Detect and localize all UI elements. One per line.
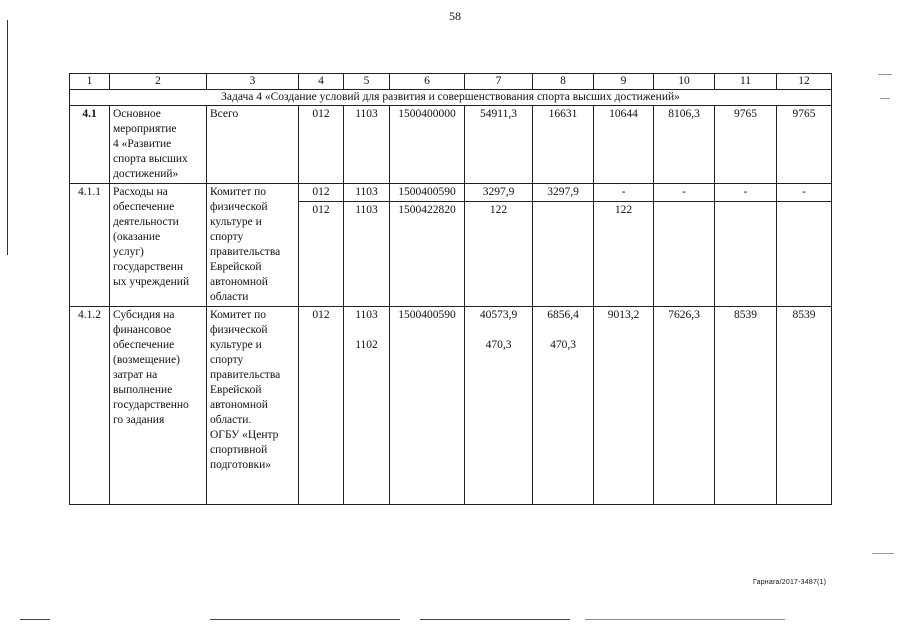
row-executor: Комитет по физической культуре и спорту правительства Еврейской автономной области. ОГБУ «Центр спортивной подготовки» bbox=[207, 307, 299, 505]
year3-cell bbox=[654, 202, 715, 307]
year1-cell: 6856,4 470,3 bbox=[533, 307, 594, 505]
grbs-cell: 012 bbox=[299, 307, 344, 505]
column-header: 6 bbox=[390, 74, 465, 90]
total-cell: 54911,3 bbox=[465, 106, 533, 184]
scan-speck bbox=[878, 74, 892, 75]
year5-cell: 8539 bbox=[777, 307, 832, 505]
column-header: 12 bbox=[777, 74, 832, 90]
row-code: 4.1.2 bbox=[70, 307, 110, 505]
column-header: 1 bbox=[70, 74, 110, 90]
table-row bbox=[70, 106, 832, 184]
column-header: 3 bbox=[207, 74, 299, 90]
csr-cell: 1500400000 bbox=[390, 106, 465, 184]
total-cell: 3297,9 bbox=[465, 184, 533, 202]
row-name: Субсидия на финансовое обеспечение (возмещение) затрат на выполнение государственно го задания bbox=[110, 307, 207, 505]
column-header: 10 bbox=[654, 74, 715, 90]
csr-cell: 1500400590 bbox=[390, 307, 465, 505]
year2-cell: 122 bbox=[594, 202, 654, 307]
year5-cell: - bbox=[777, 184, 832, 202]
task-title: Задача 4 «Создание условий для развития и совершенствования спорта высших достижений» bbox=[70, 90, 832, 106]
year4-cell: 9765 bbox=[715, 106, 777, 184]
row-name: Расходы на обеспечение деятельности (оказание услуг) государственн ых учреждений bbox=[110, 184, 207, 307]
table-row bbox=[70, 184, 832, 202]
scan-footer-rule bbox=[585, 619, 785, 620]
row-code: 4.1.1 bbox=[70, 184, 110, 307]
rzpr-cell: 1103 bbox=[344, 184, 390, 202]
column-header: 2 bbox=[110, 74, 207, 90]
row-executor: Всего bbox=[207, 106, 299, 184]
year5-cell bbox=[777, 202, 832, 307]
row-name: Основное мероприятие 4 «Развитие спорта высших достижений» bbox=[110, 106, 207, 184]
rzpr-cell: 1103 1102 bbox=[344, 307, 390, 505]
year1-cell: 16631 bbox=[533, 106, 594, 184]
scan-speck bbox=[880, 98, 890, 99]
column-header: 7 bbox=[465, 74, 533, 90]
year2-cell: - bbox=[594, 184, 654, 202]
row-executor: Комитет по физической культуре и спорту правительства Еврейской автономной области bbox=[207, 184, 299, 307]
year1-cell: 3297,9 bbox=[533, 184, 594, 202]
csr-cell: 1500400590 bbox=[390, 184, 465, 202]
column-header: 5 bbox=[344, 74, 390, 90]
year3-cell: - bbox=[654, 184, 715, 202]
grbs-cell: 012 bbox=[299, 202, 344, 307]
year2-cell: 10644 bbox=[594, 106, 654, 184]
program-table bbox=[69, 73, 832, 505]
year4-cell bbox=[715, 202, 777, 307]
total-cell: 122 bbox=[465, 202, 533, 307]
row-code: 4.1 bbox=[70, 106, 110, 184]
scan-footer-rule bbox=[20, 619, 50, 620]
document-id: Гарнага/2017-3487(1) bbox=[753, 579, 827, 586]
rzpr-cell: 1103 bbox=[344, 106, 390, 184]
page-number: 58 bbox=[449, 9, 461, 23]
table-row bbox=[70, 307, 832, 505]
scan-speck bbox=[872, 553, 894, 554]
grbs-cell: 012 bbox=[299, 184, 344, 202]
column-header-row bbox=[70, 74, 832, 90]
column-header: 8 bbox=[533, 74, 594, 90]
column-header: 9 bbox=[594, 74, 654, 90]
year2-cell: 9013,2 bbox=[594, 307, 654, 505]
year1-cell bbox=[533, 202, 594, 307]
page-edge-rule bbox=[7, 20, 8, 255]
year3-cell: 7626,3 bbox=[654, 307, 715, 505]
year5-cell: 9765 bbox=[777, 106, 832, 184]
year3-cell: 8106,3 bbox=[654, 106, 715, 184]
total-cell: 40573,9 470,3 bbox=[465, 307, 533, 505]
scan-footer-rule bbox=[210, 619, 400, 620]
year4-cell: - bbox=[715, 184, 777, 202]
column-header: 4 bbox=[299, 74, 344, 90]
year4-cell: 8539 bbox=[715, 307, 777, 505]
task-title-row bbox=[70, 90, 832, 106]
grbs-cell: 012 bbox=[299, 106, 344, 184]
csr-cell: 1500422820 bbox=[390, 202, 465, 307]
rzpr-cell: 1103 bbox=[344, 202, 390, 307]
scan-footer-rule bbox=[420, 619, 570, 620]
column-header: 11 bbox=[715, 74, 777, 90]
